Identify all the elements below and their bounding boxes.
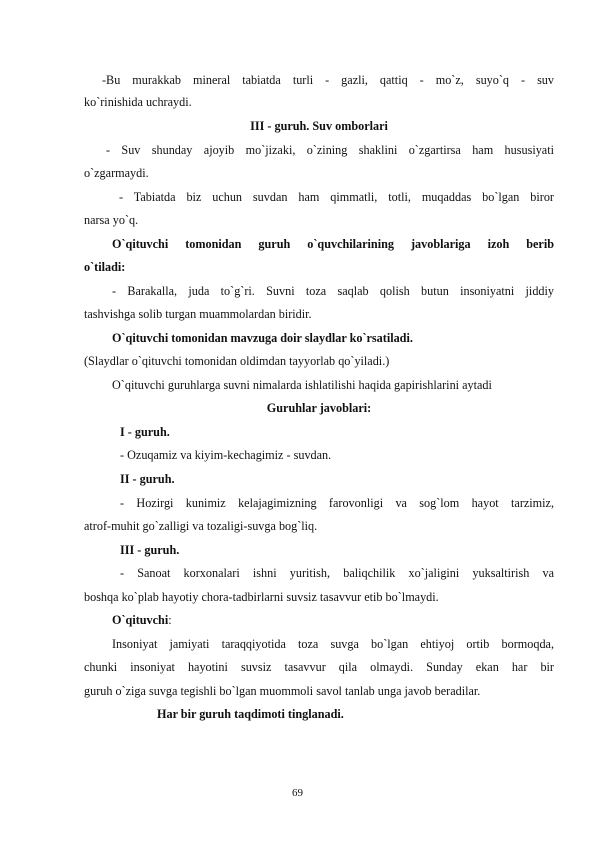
- paragraph-line: guruh o`ziga suvga tegishli bo`lgan muommoli savol tanlab unga javob beradilar.: [84, 684, 481, 698]
- paragraph-line: - Ozuqamiz va kiyim-kechagimiz - suvdan.: [120, 448, 332, 462]
- bold-paragraph-line: O`qituvchi tomonidan guruh o`quvchilarining javoblariga izoh berib: [112, 237, 554, 251]
- bold-paragraph-line: o`tiladi:: [84, 260, 126, 274]
- group-heading: I - guruh.: [120, 425, 170, 439]
- paragraph-line: Insoniyat jamiyati taraqqiyotida toza suvga bo`lgan ehtiyoj ortib bormoqda,: [112, 637, 554, 651]
- paragraph-line: - Suv shunday ajoyib mo`jizaki, o`zining shaklini o`zgartirsa ham hususiyati: [106, 143, 554, 157]
- paragraph-line: chunki insoniyat hayotini suvsiz tasavvur qila olmaydi. Sunday ekan har bir: [84, 660, 554, 674]
- paragraph-line: (Slaydlar o`qituvchi tomonidan oldimdan tayyorlab qo`yiladi.): [84, 354, 390, 368]
- bold-paragraph-line: Har bir guruh taqdimoti tinglanadi.: [157, 707, 344, 721]
- section-heading: Guruhlar javoblari:: [266, 401, 372, 415]
- paragraph-line: tashvishga solib turgan muammolardan biridir.: [84, 307, 312, 321]
- paragraph-line: o`zgarmaydi.: [84, 166, 149, 180]
- paragraph-line: -Bu murakkab mineral tabiatda turli - gazli, qattiq - mo`z, suyo`q - suv: [102, 73, 554, 87]
- teacher-label-colon: :: [168, 613, 172, 627]
- paragraph-line: - Barakalla, juda to`g`ri. Suvni toza saqlab qolish butun insoniyatni jiddiy: [112, 284, 554, 298]
- section-heading: III - guruh. Suv omborlari: [250, 119, 388, 133]
- group-heading: III - guruh.: [120, 543, 180, 557]
- group-heading: II - guruh.: [120, 472, 175, 486]
- paragraph-line: atrof-muhit go`zalligi va tozaligi-suvga bog`liq.: [84, 519, 318, 533]
- bold-paragraph-line: O`qituvchi tomonidan mavzuga doir slaydlar ko`rsatiladi.: [112, 331, 413, 345]
- paragraph-line: - Sanoat korxonalari ishni yuritish, baliqchilik xo`jaligini yuksaltirish va: [120, 566, 554, 580]
- page-number: 69: [292, 787, 303, 799]
- teacher-label: O`qituvchi: [112, 613, 169, 627]
- paragraph-line: boshqa ko`plab hayotiy chora-tadbirlarni suvsiz tasavvur etib bo`lmaydi.: [84, 590, 439, 604]
- paragraph-line: ko`rinishida uchraydi.: [84, 95, 192, 109]
- paragraph-line: - Tabiatda biz uchun suvdan ham qimmatli, totli, muqaddas bo`lgan biror: [119, 190, 554, 204]
- paragraph-line: narsa yo`q.: [84, 213, 139, 227]
- paragraph-line: O`qituvchi guruhlarga suvni nimalarda ishlatilishi haqida gapirishlarini aytadi: [112, 378, 492, 392]
- teacher-label-line: [112, 613, 582, 628]
- paragraph-line: - Hozirgi kunimiz kelajagimizning farovonligi va sog`lom hayot tarzimiz,: [120, 496, 554, 510]
